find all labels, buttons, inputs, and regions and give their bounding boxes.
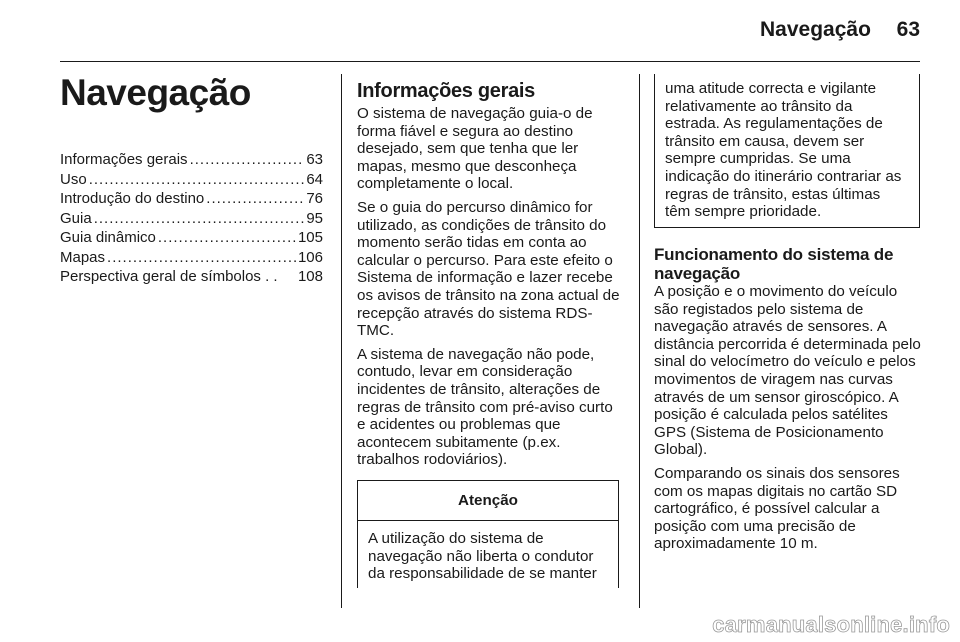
toc-item-label: Introdução do destino <box>60 190 205 207</box>
section-general <box>357 80 625 475</box>
section-function <box>654 245 922 559</box>
toc-item[interactable] <box>60 248 323 268</box>
column-divider-2 <box>639 74 640 608</box>
toc-leader <box>158 228 296 247</box>
toc-item-page: 108 <box>297 268 323 285</box>
warning-text-continued: uma atitude correcta e vigilante relativamente ao trânsito da estrada. As regulamentações de trânsito em causa, devem ser sempre cumpridas. Se uma indicação do itinerário contrariar as regras de trânsito, estas últimas têm sempre prioridade. <box>665 80 902 221</box>
toc-leader <box>206 189 304 208</box>
toc-item-label: Guia <box>60 209 92 227</box>
toc-item-page: 64 <box>306 170 323 188</box>
toc-item-label: Uso <box>60 170 87 188</box>
table-of-contents <box>60 150 323 287</box>
page-number: 63 <box>896 18 920 41</box>
toc-item[interactable] <box>60 150 323 170</box>
paragraph: O sistema de navegação guia-o de forma fiável e segura ao destino desejado, sem que tenha que ler mapas, mesmo que desconheça completamente o local. <box>357 105 593 193</box>
paragraph: Comparando os sinais dos sensores com os mapas digitais no cartão SD cartográfico, é possível calcular a posição com uma precisão de aproximadamente 10 m. <box>654 464 900 553</box>
toc-leader <box>107 248 296 267</box>
section-heading: Informações gerais <box>357 80 536 102</box>
toc-leader <box>94 209 305 228</box>
toc-item-page: 106 <box>297 248 323 266</box>
toc-item-page: 76 <box>306 190 323 207</box>
header-rule <box>60 61 920 62</box>
toc-leader <box>89 170 305 189</box>
toc-item[interactable] <box>60 267 323 287</box>
paragraph: A posição e o movimento do veículo são registados pelo sistema de navegação através de sensores. A distância percorrida é determinada pelo sinal do velocímetro do veículo e pelos movimentos de viragem nas curvas através de um sensor giroscópico. A posição é calculada pelos satélites GPS (Sistema de Posicionamento Global). <box>654 283 921 459</box>
section-heading: Funcionamento do sistema de navegação <box>654 245 894 283</box>
paragraph: A sistema de navegação não pode, contudo, levar em consideração incidentes de trânsito, alterações de regras de trânsito com pré-aviso curto e acidentes ou problemas que acontecem subitamente (p.ex. trabalhos rodoviários). <box>357 345 613 469</box>
warning-box-continued <box>654 74 920 228</box>
warning-box <box>357 480 619 588</box>
toc-item[interactable] <box>60 170 323 190</box>
toc-leader <box>190 150 305 169</box>
column-divider-1 <box>341 74 342 608</box>
toc-item-page: 63 <box>306 151 323 168</box>
toc-item[interactable] <box>60 189 323 209</box>
warning-title: Atenção <box>358 481 618 521</box>
toc-item-label: Guia dinâmico <box>60 229 156 246</box>
toc-item-label: Perspectiva geral de símbolos . . <box>60 268 278 285</box>
paragraph: Se o guia do percurso dinâmico for utilizado, as condições de trânsito do momento serão tidas em conta ao calcular o percurso. Para este efeito o Sistema de informação e lazer recebe os avisos de trânsito na zona actual de recepção através do sistema RDS-TMC. <box>357 198 620 340</box>
page-header-title: Navegação <box>760 18 871 41</box>
toc-item-label: Mapas <box>60 248 106 266</box>
toc-item[interactable] <box>60 209 323 229</box>
watermark: carmanualsonline.info <box>712 612 950 637</box>
toc-item-page: 105 <box>297 229 323 246</box>
toc-item-page: 95 <box>306 209 323 227</box>
toc-item[interactable] <box>60 228 323 248</box>
chapter-title: Navegação <box>60 72 251 113</box>
warning-text: A utilização do sistema de navegação não liberta o condutor da responsabilidade de se manter <box>368 530 597 583</box>
toc-item-label: Informações gerais <box>60 151 188 168</box>
